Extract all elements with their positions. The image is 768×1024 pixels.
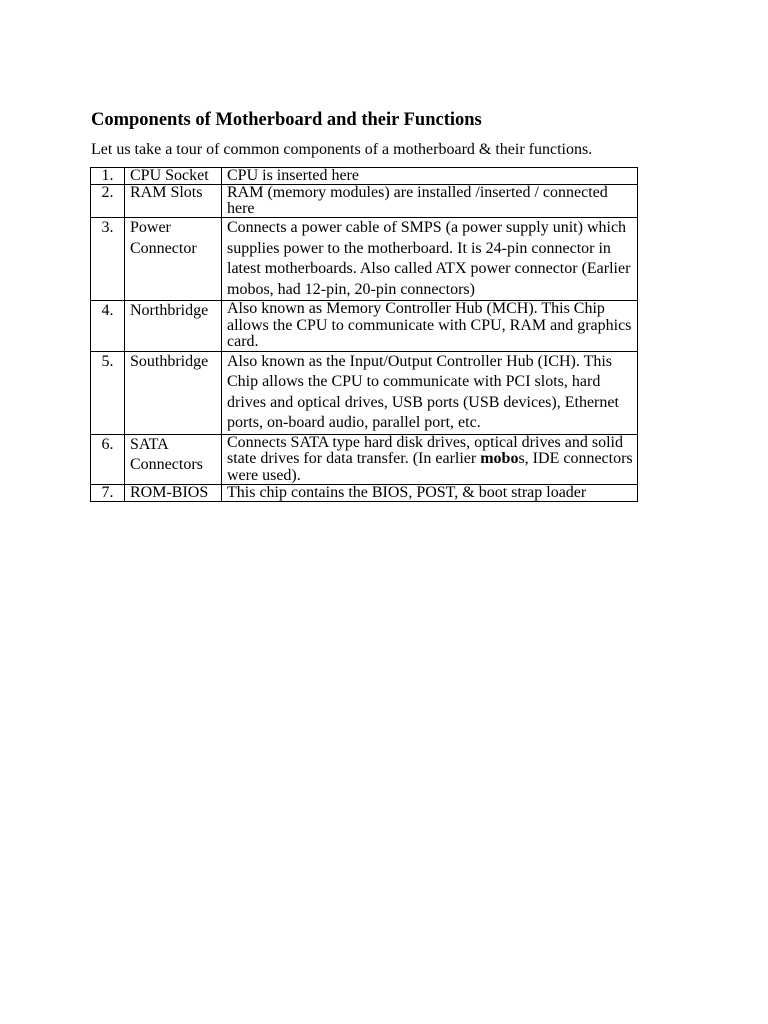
table-row — [91, 185, 638, 218]
row-number: 7. — [91, 485, 125, 502]
table-row — [91, 434, 638, 485]
row-number: 1. — [91, 168, 125, 185]
table-row — [91, 485, 638, 502]
component-name: RAM Slots — [125, 185, 222, 218]
description-bold-text: mobo — [480, 450, 519, 467]
component-description: CPU is inserted here — [222, 168, 638, 185]
row-number: 4. — [91, 301, 125, 352]
component-description: RAM (memory modules) are installed /inserted / connected here — [222, 185, 638, 218]
table-row — [91, 218, 638, 301]
component-name: CPU Socket — [125, 168, 222, 185]
row-number: 5. — [91, 351, 125, 434]
component-name: Northbridge — [125, 301, 222, 352]
component-name: SATA Connectors — [125, 434, 222, 485]
component-description — [222, 434, 638, 485]
component-description: Also known as Memory Controller Hub (MCH). This Chip allows the CPU to communicate with CPU, RAM and graphics card. — [222, 301, 638, 352]
document-title: Components of Motherboard and their Functions — [91, 110, 482, 130]
row-number: 3. — [91, 218, 125, 301]
component-name: Southbridge — [125, 351, 222, 434]
row-number: 6. — [91, 434, 125, 485]
components-table — [90, 167, 638, 502]
component-description: This chip contains the BIOS, POST, & boot strap loader — [222, 485, 638, 502]
component-description: Also known as the Input/Output Controller Hub (ICH). This Chip allows the CPU to communicate with PCI slots, hard drives and optical drives, USB ports (USB devices), Ethernet ports, on-board audio, parallel port, etc. — [222, 351, 638, 434]
component-description: Connects a power cable of SMPS (a power supply unit) which supplies power to the motherboard. It is 24-pin connector in latest motherboards. Also called ATX power connector (Earlier mobos, had 12-pin, 20-pin connectors) — [222, 218, 638, 301]
description-text: Connects SATA type hard disk drives, optical drives and solid state drives for data transfer. (In earlier — [227, 434, 623, 467]
table-row — [91, 168, 638, 185]
row-number: 2. — [91, 185, 125, 218]
description-text: s, IDE connectors were used). — [227, 450, 633, 484]
intro-paragraph: Let us take a tour of common components of a motherboard & their functions. — [91, 141, 593, 158]
component-name: ROM-BIOS — [125, 485, 222, 502]
component-name: Power Connector — [125, 218, 222, 301]
table-row — [91, 351, 638, 434]
table-row — [91, 301, 638, 352]
